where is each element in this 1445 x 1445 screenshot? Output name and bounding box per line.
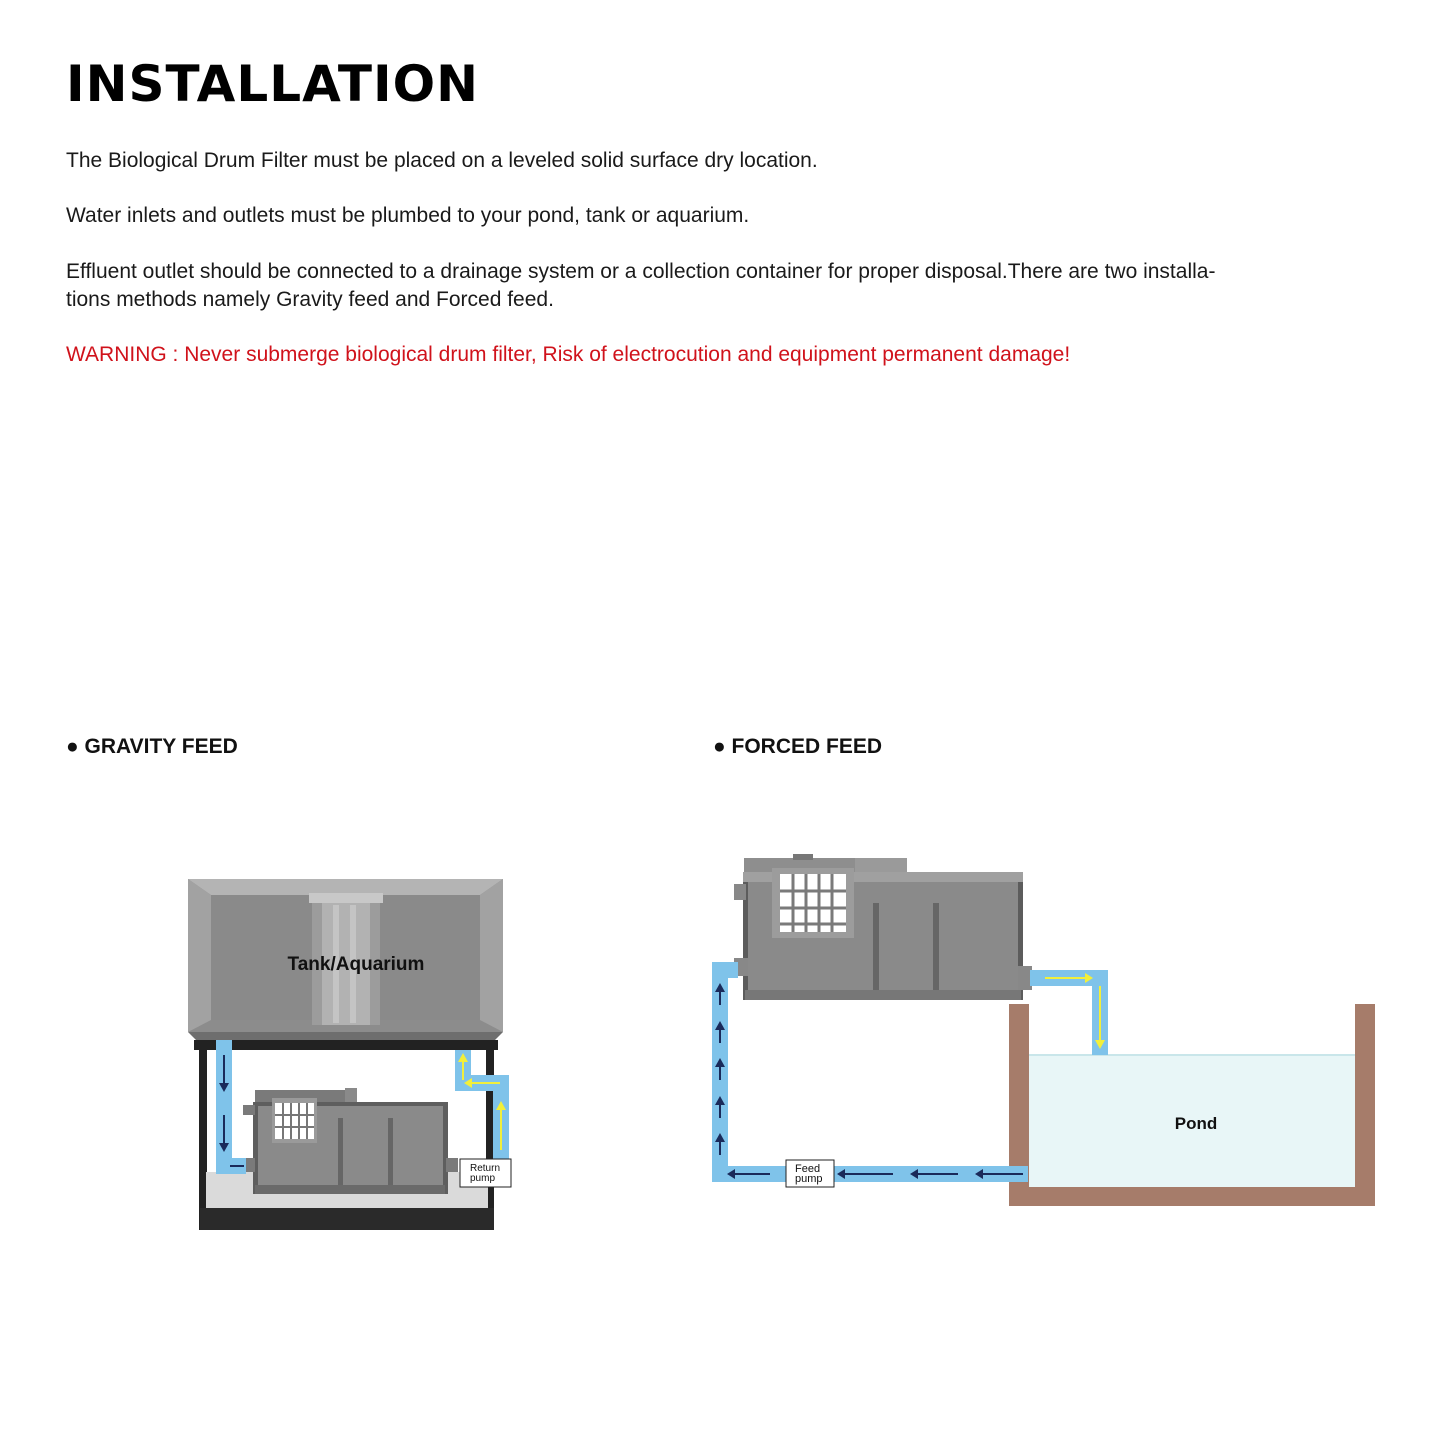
pond	[1009, 1004, 1375, 1206]
drum-filter-small	[243, 1088, 458, 1194]
gravity-feed-diagram	[188, 879, 511, 1230]
tank-label: Tank/Aquarium	[287, 954, 425, 975]
warning-text: WARNING : Never submerge biological drum filter, Risk of electrocution and equipment permanent damage!	[66, 343, 1071, 366]
return-pump-box	[460, 1159, 511, 1187]
instruction-plumbing: Water inlets and outlets must be plumbed to your pond, tank or aquarium.	[66, 204, 750, 227]
feed-pump-label-1: Feed	[795, 1163, 821, 1175]
instruction-effluent-line1: Effluent outlet should be connected to a drainage system or a collection container for proper disposal.There are two installa-	[66, 260, 1216, 283]
return-pump-label-2: pump	[470, 1173, 496, 1184]
instruction-effluent-line2: tions methods namely Gravity feed and Forced feed.	[66, 288, 554, 311]
aquarium-tank	[188, 879, 503, 1040]
forced-feed-diagram	[712, 854, 1375, 1206]
feed-pump-label-2: pump	[795, 1173, 823, 1185]
drum-filter-large	[734, 854, 1032, 1000]
return-pump-label-1: Return	[470, 1163, 501, 1174]
gravity-feed-heading: ● GRAVITY FEED	[66, 735, 238, 758]
page-title: INSTALLATION	[66, 55, 479, 113]
pond-label: Pond	[1174, 1114, 1218, 1133]
feed-pump-box	[786, 1160, 834, 1187]
instruction-placement: The Biological Drum Filter must be placed on a leveled solid surface dry location.	[66, 149, 818, 172]
forced-feed-heading: ● FORCED FEED	[713, 735, 883, 758]
